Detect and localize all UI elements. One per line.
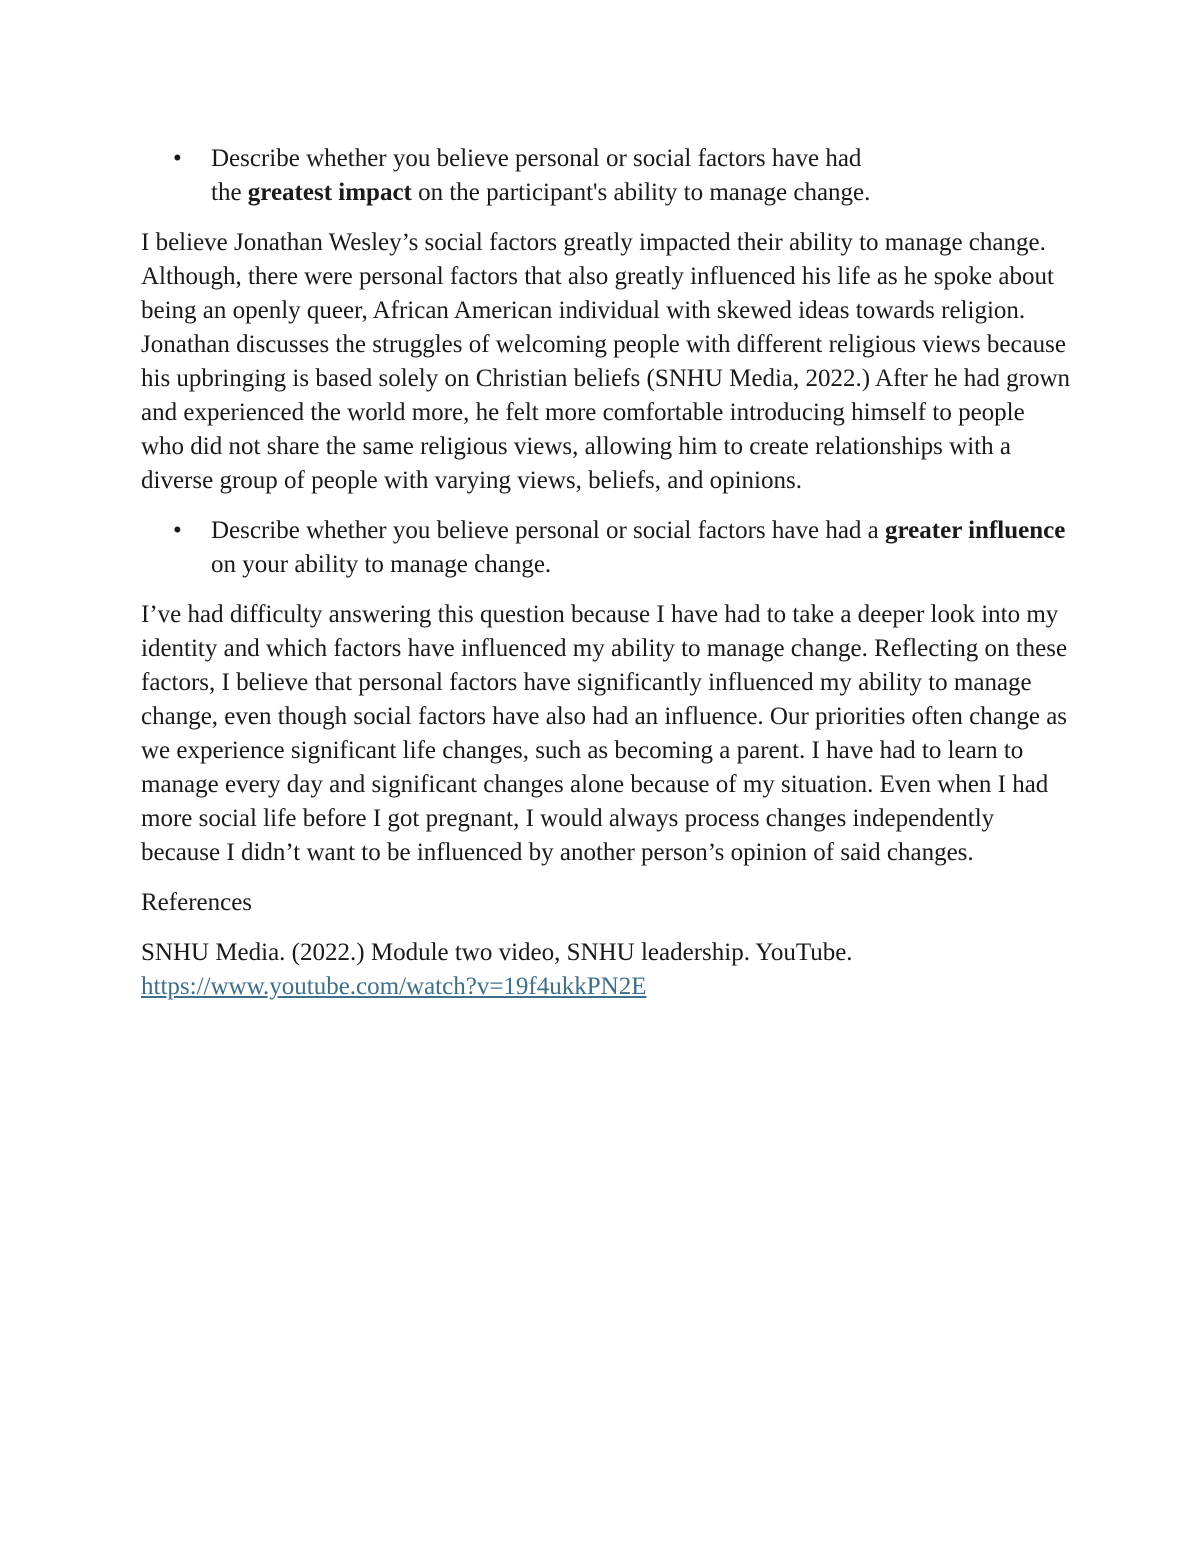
- bullet-dot-icon: •: [173, 145, 182, 172]
- reference-entry: [141, 936, 1071, 1004]
- references-heading: References: [141, 889, 253, 916]
- bullet-question-1-bold: greatest impact: [247, 179, 412, 206]
- bullet-question-2-post: on your ability to manage change.: [211, 551, 552, 578]
- reference-link[interactable]: https://www.youtube.com/watch?v=19f4ukkPN2E: [141, 973, 647, 1000]
- bullet-question-2-text: [211, 517, 1065, 578]
- bullet-question-1-post: on the participant's ability to manage change.: [411, 179, 871, 206]
- reference-entry-text: SNHU Media. (2022.) Module two video, SNHU leadership. YouTube.: [141, 939, 853, 966]
- bullet-dot-icon: •: [173, 517, 182, 544]
- bullet-question-1-pre: the: [211, 179, 248, 206]
- bullet-question-2-pre: Describe whether you believe personal or social factors have had a: [211, 517, 886, 544]
- bullet-question-1: [141, 142, 1071, 210]
- answer-paragraph-1: I believe Jonathan Wesley’s social factors greatly impacted their ability to manage change. Although, there were personal factors that also greatly influenced his life as he spoke about being an openly queer, African American individual with skewed ideas towards religion. Jonathan discusses the struggles of welcoming people with different religious views because his upbringing is based solely on Christian beliefs (SNHU Media, 2022.) After he had grown and experienced the world more, he felt more comfortable introducing himself to people who did not share the same religious views, allowing him to create relationships with a diverse group of people with varying views, beliefs, and opinions.: [141, 229, 1071, 494]
- answer-paragraph-2: I’ve had difficulty answering this question because I have had to take a deeper look into my identity and which factors have influenced my ability to manage change. Reflecting on these factors, I believe that personal factors have significantly influenced my ability to manage change, even though social factors have also had an influence. Our priorities often change as we experience significant life changes, such as becoming a parent. I have had to learn to manage every day and significant changes alone because of my situation. Even when I had more social life before I got pregnant, I would always process changes independently because I didn’t want to be influenced by another person’s opinion of said changes.: [141, 601, 1068, 866]
- bullet-question-2-bold: greater influence: [885, 517, 1066, 544]
- bullet-question-2: [141, 514, 1071, 582]
- bullet-question-1-line-1: Describe whether you believe personal or social factors have had: [211, 145, 862, 172]
- bullet-question-1-line-2: [211, 176, 1071, 210]
- document-body: [141, 142, 1071, 1004]
